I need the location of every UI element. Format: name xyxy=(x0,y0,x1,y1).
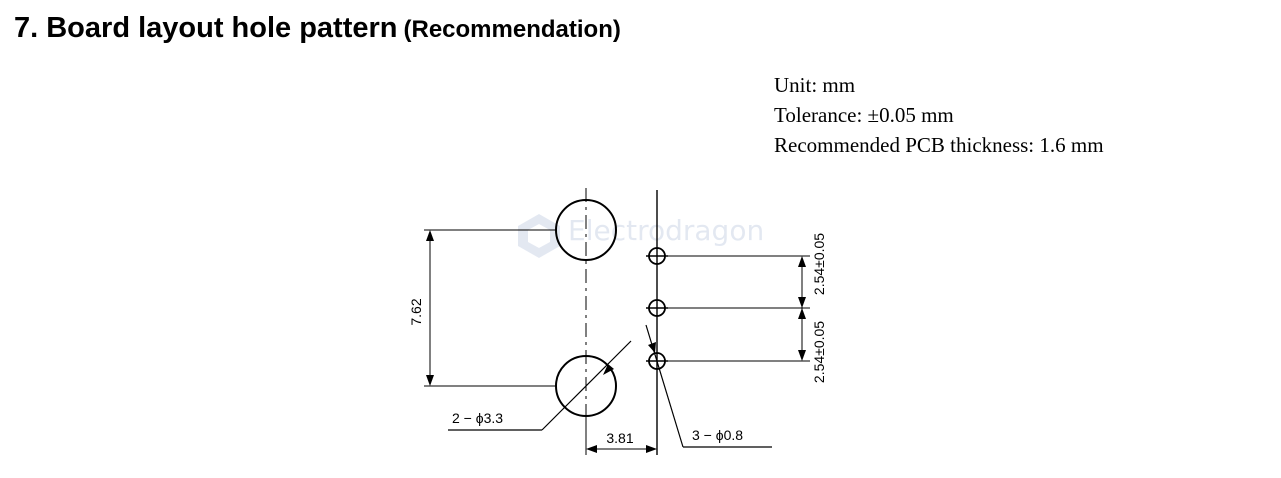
section-title: 7. Board layout hole pattern xyxy=(14,12,398,44)
dim-height-label: 7.62 xyxy=(408,298,424,326)
dim-offset-label: 3.81 xyxy=(606,430,634,446)
unit-note: Unit: mm xyxy=(774,73,856,97)
watermark-text: Electrodragon xyxy=(568,214,765,247)
small-hole-leader xyxy=(646,325,683,447)
large-holes-label: 2 − ϕ3.3 xyxy=(452,410,504,426)
dim-pitch-lower-label: 2.54±0.05 xyxy=(811,320,827,384)
pcb-thickness-note: Recommended PCB thickness: 1.6 mm xyxy=(774,133,1104,157)
section-subtitle: (Recommendation) xyxy=(403,16,621,43)
tolerance-note: Tolerance: ±0.05 mm xyxy=(774,103,954,127)
dim-pitch-upper-label: 2.54±0.05 xyxy=(811,232,827,296)
small-holes-label: 3 − ϕ0.8 xyxy=(692,427,744,443)
